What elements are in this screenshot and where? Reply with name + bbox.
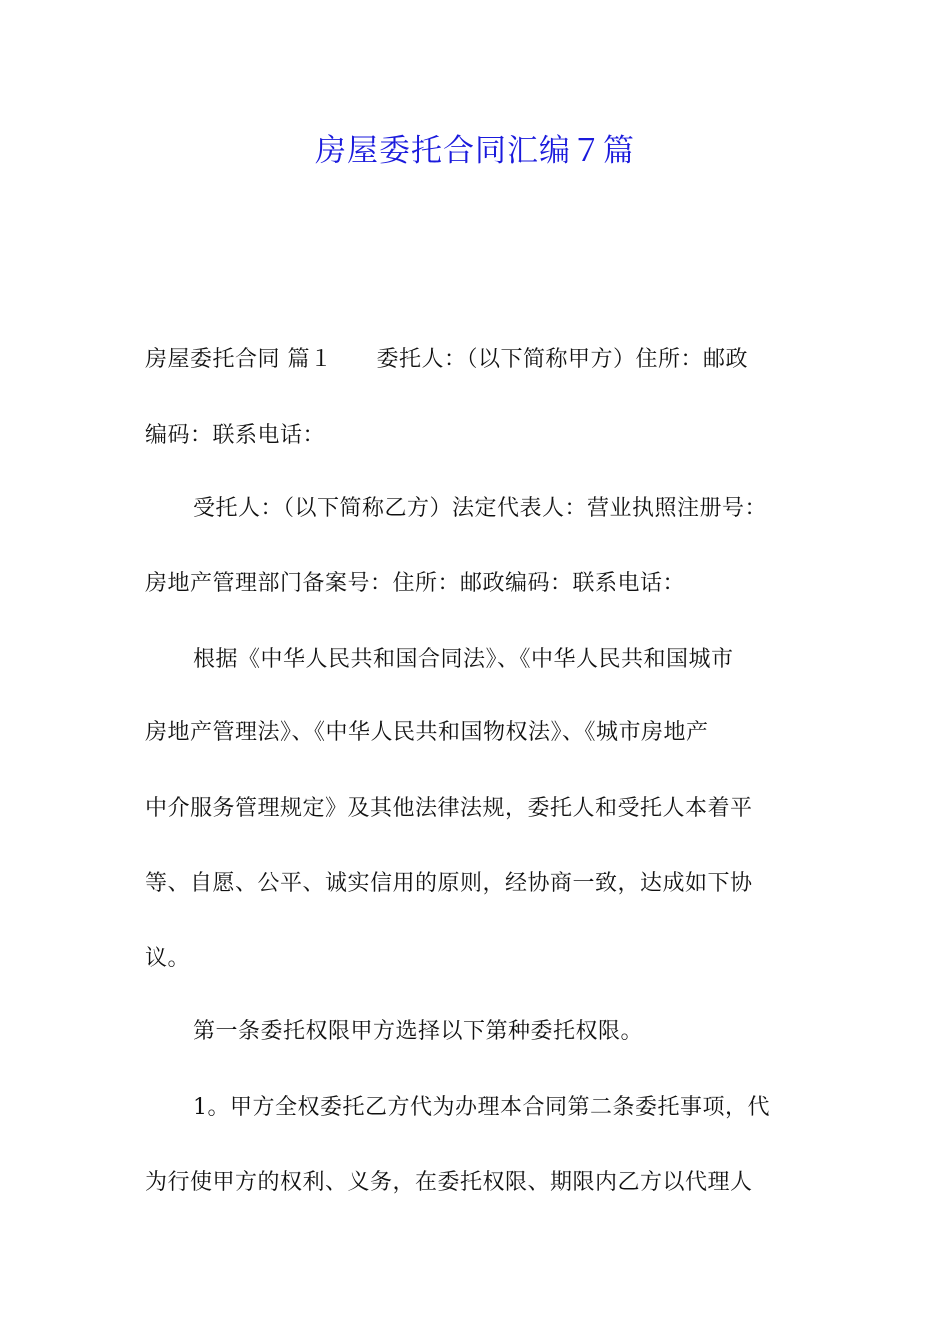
- paragraph-text: 委托人：（以下简称甲方）住所：邮政: [376, 347, 749, 372]
- paragraph-line: 议。: [145, 946, 191, 971]
- paragraph-line: 第一条委托权限甲方选择以下第种委托权限。: [193, 1019, 644, 1044]
- paragraph-line: 中介服务管理规定》及其他法律法规，委托人和受托人本着平: [145, 796, 753, 821]
- paragraph-line: [145, 342, 810, 378]
- paragraph-line: 房地产管理法》、《中华人民共和国物权法》、《城市房地产: [145, 720, 709, 745]
- paragraph-line: 房地产管理部门备案号：住所：邮政编码：联系电话：: [145, 571, 686, 596]
- paragraph-line: 根据《中华人民共和国合同法》、《中华人民共和国城市: [193, 647, 734, 672]
- paragraph-line: 编码：联系电话：: [145, 423, 326, 448]
- paragraph-line: 1。甲方全权委托乙方代为办理本合同第二条委托事项，代: [193, 1095, 770, 1120]
- document-title: 房屋委托合同汇编７篇: [315, 133, 635, 169]
- paragraph-line: 等、自愿、公平、诚实信用的原则，经协商一致，达成如下协: [145, 871, 753, 896]
- paragraph-line: 受托人：（以下简称乙方）法定代表人：营业执照注册号：: [193, 496, 768, 521]
- paragraph-line: 为行使甲方的权利、义务，在委托权限、期限内乙方以代理人: [145, 1170, 753, 1195]
- section-heading: 房屋委托合同 篇１: [145, 347, 333, 372]
